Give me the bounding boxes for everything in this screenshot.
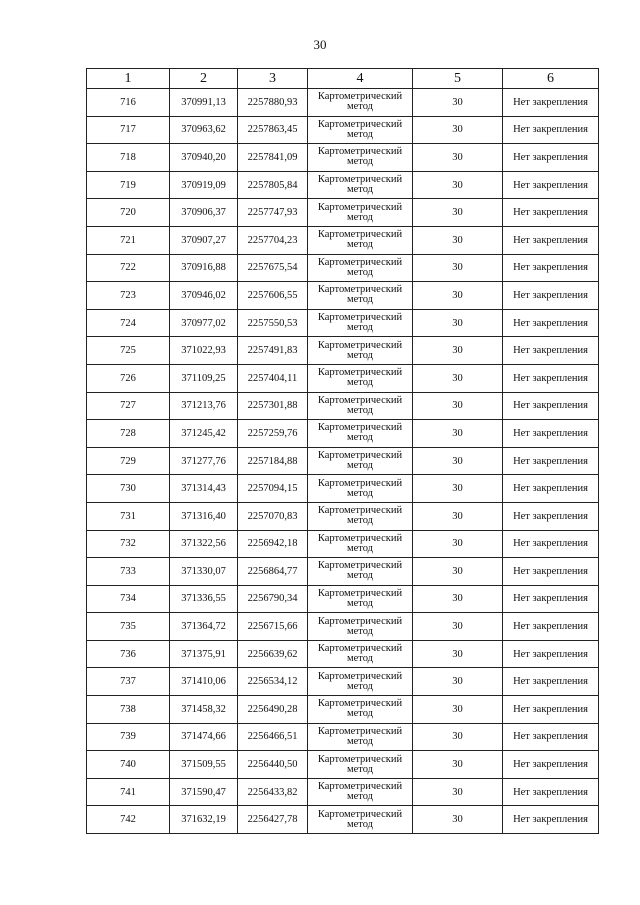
method-line-2: метод (346, 266, 374, 278)
accuracy-value: 30 (413, 530, 503, 558)
method-cell (308, 640, 413, 668)
table-row (87, 613, 599, 641)
method-cell (308, 502, 413, 530)
accuracy-value: 30 (413, 171, 503, 199)
coordinate-x: 371410,06 (170, 668, 238, 696)
coordinate-x: 371109,25 (170, 364, 238, 392)
method-line-2: метод (346, 460, 374, 472)
header-col-6: 6 (503, 69, 599, 89)
accuracy-value: 30 (413, 89, 503, 117)
coordinate-x: 370940,20 (170, 144, 238, 172)
method-line-1: Картометрический (317, 394, 403, 406)
accuracy-value: 30 (413, 282, 503, 310)
coordinate-y: 2257805,84 (238, 171, 308, 199)
accuracy-value: 30 (413, 447, 503, 475)
table-row (87, 475, 599, 503)
coordinate-x: 370919,09 (170, 171, 238, 199)
fixing-description: Нет закрепления (503, 806, 599, 834)
fixing-description: Нет закрепления (503, 613, 599, 641)
coordinate-x: 370963,62 (170, 116, 238, 144)
coordinate-y: 2256942,18 (238, 530, 308, 558)
coordinate-x: 371509,55 (170, 751, 238, 779)
fixing-description: Нет закрепления (503, 420, 599, 448)
coordinate-y: 2257070,83 (238, 502, 308, 530)
coordinate-y: 2256790,34 (238, 585, 308, 613)
fixing-description: Нет закрепления (503, 778, 599, 806)
fixing-description: Нет закрепления (503, 199, 599, 227)
coordinate-y: 2257491,83 (238, 337, 308, 365)
accuracy-value: 30 (413, 254, 503, 282)
accuracy-value: 30 (413, 696, 503, 724)
coordinate-y: 2257259,76 (238, 420, 308, 448)
point-number: 718 (87, 144, 170, 172)
coordinate-y: 2257301,88 (238, 392, 308, 420)
point-number: 732 (87, 530, 170, 558)
table-row (87, 226, 599, 254)
coordinate-y: 2257675,54 (238, 254, 308, 282)
table-row (87, 392, 599, 420)
method-line-1: Картометрический (317, 146, 403, 158)
method-line-2: метод (346, 377, 374, 389)
point-number: 741 (87, 778, 170, 806)
header-col-1: 1 (87, 69, 170, 89)
fixing-description: Нет закрепления (503, 668, 599, 696)
method-cell (308, 751, 413, 779)
page-number: 30 (313, 37, 327, 52)
method-line-1: Картометрический (317, 367, 403, 379)
coordinate-x: 371336,55 (170, 585, 238, 613)
coordinate-y: 2257606,55 (238, 282, 308, 310)
coordinate-y: 2256864,77 (238, 558, 308, 586)
point-number: 740 (87, 751, 170, 779)
method-line-1: Картометрический (317, 256, 403, 268)
method-cell (308, 723, 413, 751)
fixing-description: Нет закрепления (503, 475, 599, 503)
table-row (87, 502, 599, 530)
accuracy-value: 30 (413, 144, 503, 172)
method-cell (308, 171, 413, 199)
method-line-2: метод (346, 211, 374, 223)
table-row (87, 640, 599, 668)
method-line-1: Картометрический (317, 808, 403, 820)
fixing-description: Нет закрепления (503, 502, 599, 530)
method-cell (308, 475, 413, 503)
table-row (87, 420, 599, 448)
method-line-2: метод (346, 404, 374, 416)
coordinate-y: 2256440,50 (238, 751, 308, 779)
method-line-1: Картометрический (317, 615, 403, 627)
method-line-2: метод (346, 653, 374, 665)
table-row (87, 530, 599, 558)
method-line-1: Картометрический (317, 422, 403, 434)
method-cell (308, 806, 413, 834)
accuracy-value: 30 (413, 364, 503, 392)
coordinate-x: 371330,07 (170, 558, 238, 586)
point-number: 720 (87, 199, 170, 227)
fixing-description: Нет закрепления (503, 282, 599, 310)
accuracy-value: 30 (413, 226, 503, 254)
coordinate-x: 371245,42 (170, 420, 238, 448)
coordinate-x: 371458,32 (170, 696, 238, 724)
coordinate-y: 2256534,12 (238, 668, 308, 696)
point-number: 722 (87, 254, 170, 282)
coordinate-y: 2256715,66 (238, 613, 308, 641)
method-line-1: Картометрический (317, 670, 403, 682)
point-number: 737 (87, 668, 170, 696)
method-line-2: метод (346, 294, 374, 306)
fixing-description: Нет закрепления (503, 723, 599, 751)
method-line-1: Картометрический (317, 91, 403, 103)
method-line-1: Картометрический (317, 201, 403, 213)
coordinate-y: 2257550,53 (238, 309, 308, 337)
point-number: 731 (87, 502, 170, 530)
point-number: 742 (87, 806, 170, 834)
point-number: 719 (87, 171, 170, 199)
method-cell (308, 420, 413, 448)
method-line-1: Картометрический (317, 643, 403, 655)
coordinate-x: 370946,02 (170, 282, 238, 310)
method-cell (308, 282, 413, 310)
method-cell (308, 116, 413, 144)
coordinate-x: 371316,40 (170, 502, 238, 530)
coordinate-y: 2257880,93 (238, 89, 308, 117)
method-line-2: метод (346, 432, 374, 444)
coordinate-y: 2256433,82 (238, 778, 308, 806)
coordinate-y: 2256466,51 (238, 723, 308, 751)
method-line-1: Картометрический (317, 477, 403, 489)
accuracy-value: 30 (413, 613, 503, 641)
table-row (87, 337, 599, 365)
fixing-description: Нет закрепления (503, 337, 599, 365)
method-cell (308, 778, 413, 806)
accuracy-value: 30 (413, 116, 503, 144)
method-line-1: Картометрический (317, 339, 403, 351)
method-cell (308, 254, 413, 282)
point-number: 733 (87, 558, 170, 586)
table-row (87, 364, 599, 392)
table-row (87, 171, 599, 199)
table-row (87, 806, 599, 834)
method-cell (308, 309, 413, 337)
accuracy-value: 30 (413, 640, 503, 668)
method-cell (308, 585, 413, 613)
method-cell (308, 226, 413, 254)
accuracy-value: 30 (413, 751, 503, 779)
fixing-description: Нет закрепления (503, 558, 599, 586)
point-number: 735 (87, 613, 170, 641)
method-line-2: метод (346, 184, 374, 196)
method-line-2: метод (346, 515, 374, 527)
method-line-1: Картометрический (317, 781, 403, 793)
method-line-2: метод (346, 763, 374, 775)
table-row (87, 558, 599, 586)
fixing-description: Нет закрепления (503, 751, 599, 779)
coordinate-x: 371474,66 (170, 723, 238, 751)
method-line-1: Картометрический (317, 698, 403, 710)
point-number: 729 (87, 447, 170, 475)
method-line-2: метод (346, 487, 374, 499)
point-number: 734 (87, 585, 170, 613)
point-number: 738 (87, 696, 170, 724)
point-number: 730 (87, 475, 170, 503)
coordinate-x: 371022,93 (170, 337, 238, 365)
coordinate-x: 371375,91 (170, 640, 238, 668)
method-line-2: метод (346, 128, 374, 140)
header-col-2: 2 (170, 69, 238, 89)
table-row (87, 89, 599, 117)
method-cell (308, 337, 413, 365)
coordinate-x: 370906,37 (170, 199, 238, 227)
accuracy-value: 30 (413, 309, 503, 337)
accuracy-value: 30 (413, 475, 503, 503)
table-row (87, 144, 599, 172)
coordinate-y: 2257704,23 (238, 226, 308, 254)
coordinate-x: 370991,13 (170, 89, 238, 117)
point-number: 721 (87, 226, 170, 254)
fixing-description: Нет закрепления (503, 309, 599, 337)
coordinate-x: 371364,72 (170, 613, 238, 641)
accuracy-value: 30 (413, 778, 503, 806)
coordinate-x: 371322,56 (170, 530, 238, 558)
coordinate-x: 371632,19 (170, 806, 238, 834)
point-number: 736 (87, 640, 170, 668)
fixing-description: Нет закрепления (503, 171, 599, 199)
coordinate-x: 371314,43 (170, 475, 238, 503)
method-line-2: метод (346, 597, 374, 609)
table-row (87, 696, 599, 724)
method-line-2: метод (346, 680, 374, 692)
method-line-1: Картометрический (317, 450, 403, 462)
coordinate-y: 2257863,45 (238, 116, 308, 144)
method-line-2: метод (346, 349, 374, 361)
table-row (87, 199, 599, 227)
method-cell (308, 89, 413, 117)
accuracy-value: 30 (413, 558, 503, 586)
coordinate-x: 370907,27 (170, 226, 238, 254)
method-cell (308, 558, 413, 586)
point-number: 725 (87, 337, 170, 365)
fixing-description: Нет закрепления (503, 530, 599, 558)
fixing-description: Нет закрепления (503, 696, 599, 724)
method-line-2: метод (346, 570, 374, 582)
point-number: 716 (87, 89, 170, 117)
coordinate-y: 2257747,93 (238, 199, 308, 227)
accuracy-value: 30 (413, 502, 503, 530)
fixing-description: Нет закрепления (503, 144, 599, 172)
table-row (87, 254, 599, 282)
method-line-1: Картометрический (317, 532, 403, 544)
method-line-2: метод (346, 735, 374, 747)
method-cell (308, 447, 413, 475)
fixing-description: Нет закрепления (503, 392, 599, 420)
coordinate-y: 2257184,88 (238, 447, 308, 475)
coordinate-y: 2257404,11 (238, 364, 308, 392)
coordinates-table (86, 68, 599, 834)
method-cell (308, 392, 413, 420)
fixing-description: Нет закрепления (503, 116, 599, 144)
coordinate-x: 371277,76 (170, 447, 238, 475)
accuracy-value: 30 (413, 420, 503, 448)
fixing-description: Нет закрепления (503, 254, 599, 282)
method-line-1: Картометрический (317, 560, 403, 572)
coordinate-y: 2257094,15 (238, 475, 308, 503)
point-number: 739 (87, 723, 170, 751)
method-line-1: Картометрический (317, 753, 403, 765)
method-line-1: Картометрический (317, 505, 403, 517)
point-number: 717 (87, 116, 170, 144)
coordinate-y: 2256639,62 (238, 640, 308, 668)
point-number: 727 (87, 392, 170, 420)
point-number: 723 (87, 282, 170, 310)
point-number: 724 (87, 309, 170, 337)
method-line-1: Картометрический (317, 312, 403, 324)
method-cell (308, 199, 413, 227)
method-cell (308, 530, 413, 558)
method-line-1: Картометрический (317, 229, 403, 241)
method-line-1: Картометрический (317, 118, 403, 130)
fixing-description: Нет закрепления (503, 585, 599, 613)
table-row (87, 751, 599, 779)
method-line-1: Картометрический (317, 725, 403, 737)
method-cell (308, 613, 413, 641)
method-line-1: Картометрический (317, 587, 403, 599)
fixing-description: Нет закрепления (503, 364, 599, 392)
method-line-1: Картометрический (317, 284, 403, 296)
table-row (87, 585, 599, 613)
method-cell (308, 144, 413, 172)
table-row (87, 447, 599, 475)
method-line-1: Картометрический (317, 174, 403, 186)
fixing-description: Нет закрепления (503, 89, 599, 117)
header-col-4: 4 (308, 69, 413, 89)
accuracy-value: 30 (413, 585, 503, 613)
accuracy-value: 30 (413, 392, 503, 420)
table-row (87, 282, 599, 310)
method-cell (308, 364, 413, 392)
table-header-row (87, 69, 599, 89)
method-line-2: метод (346, 791, 374, 803)
method-line-2: метод (346, 708, 374, 720)
coordinate-x: 370977,02 (170, 309, 238, 337)
table-row (87, 668, 599, 696)
accuracy-value: 30 (413, 806, 503, 834)
coordinate-y: 2257841,09 (238, 144, 308, 172)
coordinate-y: 2256490,28 (238, 696, 308, 724)
table-row (87, 723, 599, 751)
coordinate-x: 371213,76 (170, 392, 238, 420)
method-cell (308, 668, 413, 696)
header-col-3: 3 (238, 69, 308, 89)
point-number: 726 (87, 364, 170, 392)
method-cell (308, 696, 413, 724)
method-line-2: метод (346, 818, 374, 830)
method-line-2: метод (346, 156, 374, 168)
accuracy-value: 30 (413, 199, 503, 227)
method-line-2: метод (346, 322, 374, 334)
fixing-description: Нет закрепления (503, 226, 599, 254)
method-line-2: метод (346, 542, 374, 554)
fixing-description: Нет закрепления (503, 447, 599, 475)
table-body (87, 89, 599, 834)
method-line-2: метод (346, 625, 374, 637)
accuracy-value: 30 (413, 668, 503, 696)
header-col-5: 5 (413, 69, 503, 89)
method-line-2: метод (346, 101, 374, 113)
accuracy-value: 30 (413, 723, 503, 751)
point-number: 728 (87, 420, 170, 448)
table-row (87, 778, 599, 806)
coordinate-y: 2256427,78 (238, 806, 308, 834)
coordinate-x: 371590,47 (170, 778, 238, 806)
method-line-2: метод (346, 239, 374, 251)
accuracy-value: 30 (413, 337, 503, 365)
table-row (87, 116, 599, 144)
fixing-description: Нет закрепления (503, 640, 599, 668)
coordinate-x: 370916,88 (170, 254, 238, 282)
table-row (87, 309, 599, 337)
